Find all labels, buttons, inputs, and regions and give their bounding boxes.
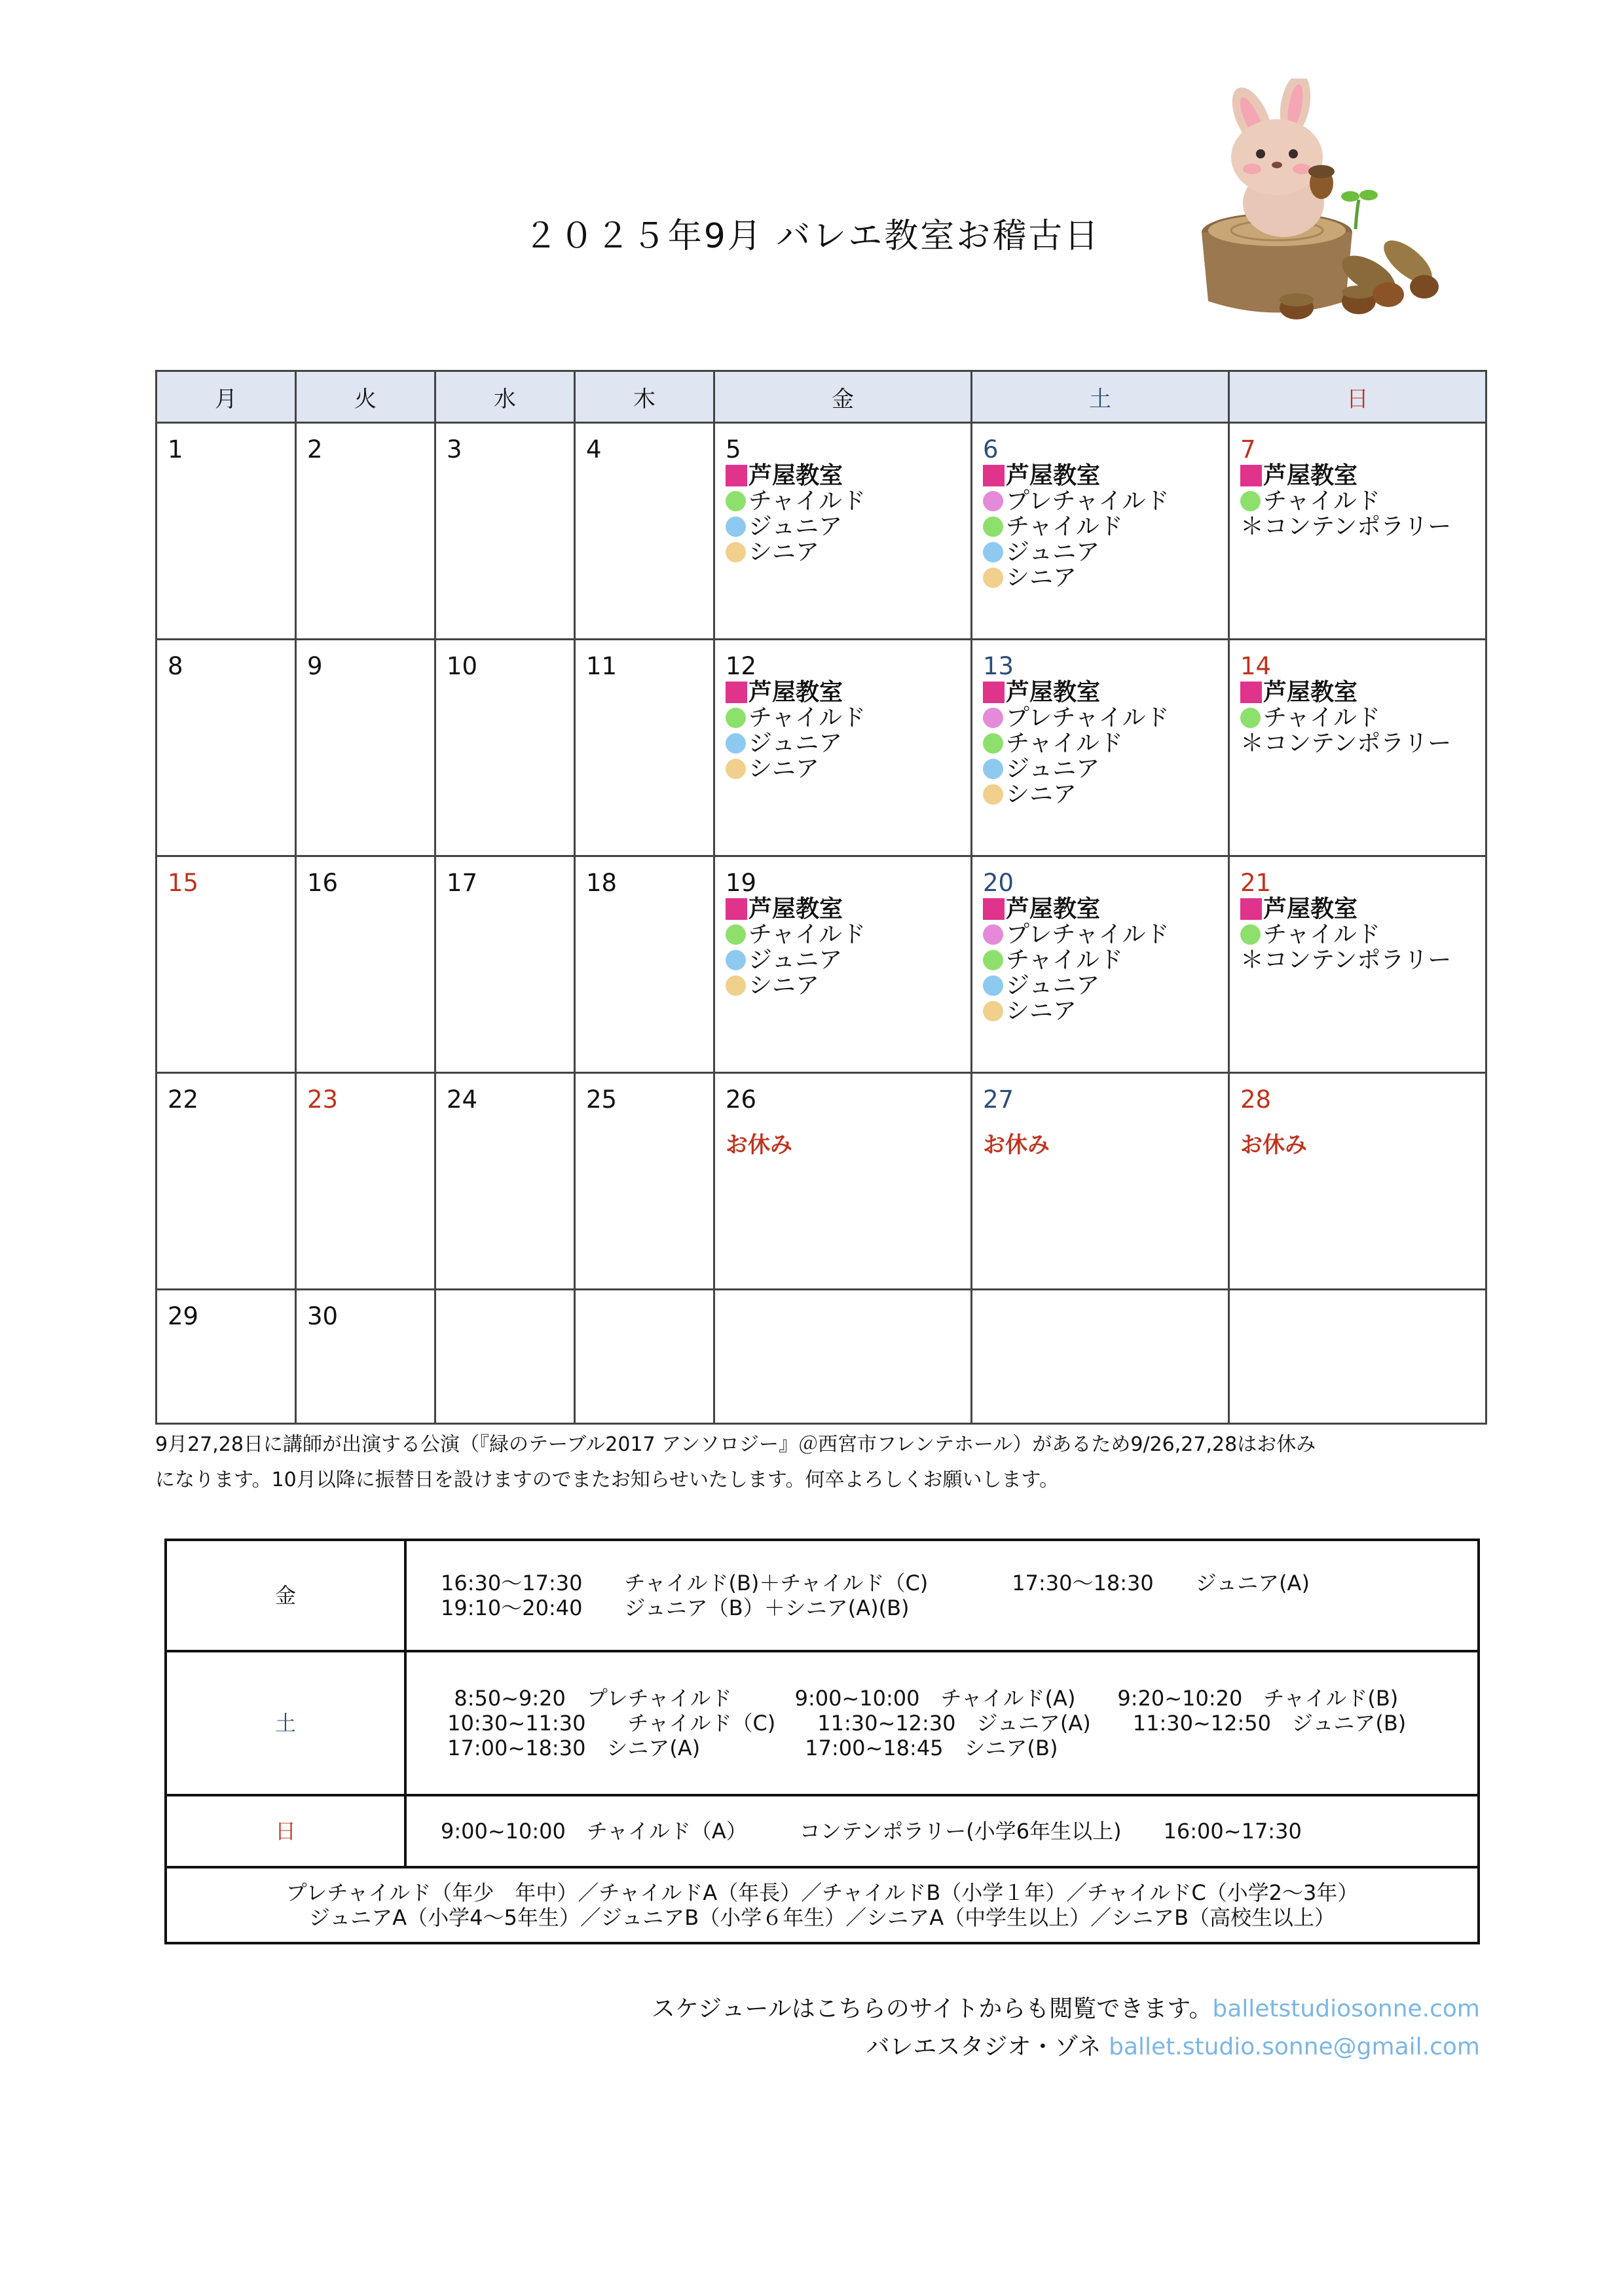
day-number: 19 [726,869,757,897]
senior-dot-icon [726,759,746,779]
senior-entry [726,973,961,998]
junior-entry [983,539,1219,565]
calendar-day-cell [972,856,1229,1073]
junior-dot-icon [726,517,746,537]
junior-entry [726,514,961,539]
calendar-day-cell [1229,856,1486,1073]
calendar-day-cell [296,1290,435,1424]
schedule-time-line: 10:30~11:30 チャイルド（C) 11:30~12:30 ジュニア(A) 11:30~12:50 ジュニア(B) [441,1711,1407,1736]
schedule-day-label: 土 [166,1651,405,1795]
junior-dot-icon [983,975,1003,996]
website-link[interactable]: balletstudiosonne.com [1212,1995,1480,2022]
schedule-time-line: 9:00~10:00 チャイルド（A） コンテンポラリー(小学6年生以上) 16:00~17:30 [441,1819,1302,1844]
calendar-day-cell [435,423,575,640]
child-entry [726,922,961,947]
weekday-header: 日 [1229,371,1486,423]
calendar-day-cell [296,856,435,1073]
studio-square-icon [726,682,747,703]
child-label: チャイルド [1263,488,1380,515]
day-number: 11 [586,652,618,680]
studio-square-icon [726,898,747,920]
studio-entry [983,680,1219,705]
studio-label: 芦屋教室 [748,462,843,489]
contemporary-label: ＊コンテンポラリー [1240,513,1452,540]
junior-label: ジュニア [1006,972,1100,999]
weekday-header: 火 [296,371,435,423]
day-number: 29 [168,1302,199,1330]
prechild-label: プレチャイルド [1006,921,1170,948]
child-label: チャイルド [1006,513,1123,540]
day-number: 22 [168,1085,199,1114]
calendar-day-cell [1229,1290,1486,1424]
day-number: 3 [447,435,462,464]
child-dot-icon [983,733,1003,754]
child-label: チャイルド [1006,730,1123,757]
child-dot-icon [983,950,1003,970]
senior-dot-icon [726,542,746,562]
studio-label: 芦屋教室 [1006,462,1101,489]
prechild-dot-icon [983,924,1003,945]
calendar-day-cell [296,640,435,856]
calendar-day-cell [972,1290,1229,1424]
prechild-dot-icon [983,491,1003,511]
studio-entry [983,463,1219,488]
calendar-day-cell [435,856,575,1073]
senior-dot-icon [983,568,1003,588]
day-number: 28 [1240,1085,1272,1114]
schedule-time-line: 8:50~9:20 プレチャイルド 9:00~10:00 チャイルド(A) 9:20~10:20 チャイルド(B) [441,1686,1399,1711]
senior-entry [983,998,1219,1024]
studio-entry [983,896,1219,922]
day-number: 13 [983,652,1014,680]
studio-label: 芦屋教室 [1006,679,1101,706]
junior-label: ジュニア [748,513,843,540]
calendar-day-cell [1229,1073,1486,1290]
child-label: チャイルド [748,488,866,515]
day-number: 7 [1240,435,1256,464]
prechild-dot-icon [983,708,1003,728]
child-label: チャイルド [748,704,866,731]
day-number: 12 [726,652,757,680]
junior-entry [983,973,1219,998]
day-number: 27 [983,1085,1014,1114]
studio-square-icon [983,465,1005,486]
child-dot-icon [1240,708,1261,728]
schedule-row [166,1795,1479,1867]
calendar-day-cell [157,423,296,640]
footer-email-line [866,2028,1480,2062]
rabbit-illustration [1179,79,1454,340]
calendar-day-cell [575,1073,714,1290]
day-number: 21 [1240,869,1272,897]
child-entry [726,488,961,514]
junior-dot-icon [726,733,746,754]
day-number: 24 [447,1085,478,1114]
day-number: 5 [726,435,741,464]
calendar-day-cell [714,640,972,856]
calendar-day-cell [972,1073,1229,1290]
weekday-header: 水 [435,371,575,423]
closed-label: お休み [726,1132,792,1158]
day-number: 1 [168,435,183,464]
calendar-day-cell [1229,640,1486,856]
junior-label: ジュニア [1006,756,1100,782]
calendar-day-cell [714,856,972,1073]
class-legend [166,1867,1479,1943]
day-number: 25 [586,1085,618,1114]
calendar-table [155,370,1487,1425]
studio-entry [1240,463,1476,488]
day-number: 2 [307,435,323,464]
senior-dot-icon [983,784,1003,805]
studio-label: 芦屋教室 [1006,896,1101,922]
child-dot-icon [726,708,746,728]
day-number: 9 [307,652,323,680]
calendar-day-cell [714,1073,972,1290]
email-link[interactable]: ballet.studio.sonne@gmail.com [1109,2033,1480,2060]
senior-label: シニア [748,972,820,999]
senior-dot-icon [983,1001,1003,1021]
studio-entry [726,896,961,922]
schedule-times [405,1651,1479,1795]
calendar-day-cell [714,423,972,640]
child-label: チャイルド [1006,947,1123,974]
notice-text [155,1427,1491,1498]
child-entry [983,514,1219,539]
day-number: 4 [586,435,602,464]
junior-entry [726,947,961,973]
child-dot-icon [1240,491,1261,511]
contemporary-entry [1240,514,1476,539]
calendar-day-cell [435,1290,575,1424]
junior-entry [726,731,961,756]
day-number: 23 [307,1085,339,1114]
contemporary-label: ＊コンテンポラリー [1240,947,1452,974]
day-number: 17 [447,869,478,897]
child-dot-icon [726,924,746,945]
prechild-label: プレチャイルド [1006,488,1170,515]
studio-entry [726,680,961,705]
weekday-header: 金 [714,371,972,423]
prechild-label: プレチャイルド [1006,704,1170,731]
day-number: 18 [586,869,618,897]
legend-line: ジュニアA（小学4～5年生）／ジュニアB（小学６年生）／シニアA（中学生以上）／シニアB（高校生以上） [308,1905,1336,1930]
calendar-day-cell [972,640,1229,856]
junior-label: ジュニア [748,730,843,757]
contemporary-entry [1240,731,1476,756]
child-entry [1240,705,1476,731]
senior-entry [983,782,1219,807]
studio-square-icon [983,898,1005,920]
senior-label: シニア [1006,564,1077,591]
child-entry [983,731,1219,756]
page-title: ２０２５年9月 バレエ教室お稽古日 [523,217,1101,256]
studio-square-icon [1240,465,1262,486]
senior-label: シニア [748,539,820,566]
calendar-day-cell [157,856,296,1073]
calendar-week-row [157,1290,1486,1424]
day-number: 26 [726,1085,757,1114]
child-entry [1240,488,1476,514]
senior-label: シニア [1006,998,1077,1025]
studio-square-icon [1240,682,1262,703]
junior-dot-icon [983,542,1003,562]
child-entry [1240,922,1476,947]
calendar-day-cell [435,1073,575,1290]
weekday-header: 月 [157,371,296,423]
calendar-day-cell [157,1073,296,1290]
contemporary-label: ＊コンテンポラリー [1240,730,1452,757]
studio-label: 芦屋教室 [1263,462,1358,489]
calendar-day-cell [575,1290,714,1424]
schedule-times [405,1540,1479,1651]
child-label: チャイルド [748,921,866,948]
studio-label: 芦屋教室 [748,896,843,922]
child-label: チャイルド [1263,921,1380,948]
calendar-week-row [157,1073,1486,1290]
junior-dot-icon [983,759,1003,779]
studio-label: 芦屋教室 [1263,896,1358,922]
calendar-day-cell [575,423,714,640]
studio-square-icon [1240,898,1262,920]
prechild-entry [983,705,1219,731]
prechild-entry [983,488,1219,514]
calendar-week-row [157,423,1486,640]
schedule-time-line: 19:10～20:40 ジュニア（B）＋シニア(A)(B) [441,1595,910,1620]
schedule-row [166,1540,1479,1651]
studio-label: 芦屋教室 [748,679,843,706]
footer-website-line [652,1990,1480,2024]
day-number: 8 [168,652,183,680]
calendar-day-cell [575,856,714,1073]
day-number: 10 [447,652,478,680]
calendar-day-cell [157,640,296,856]
weekday-header-row [157,371,1486,423]
studio-name: バレエスタジオ・ゾネ [866,2033,1109,2060]
contemporary-entry [1240,947,1476,973]
day-number: 16 [307,869,339,897]
studio-square-icon [726,465,747,486]
notice-line: 9月27,28日に講師が出演する公演（『緑のテーブル2017 アンソロジー』＠西宮市フレンテホール）があるため9/26,27,28はお休み [155,1433,1316,1456]
senior-dot-icon [726,975,746,996]
prechild-entry [983,922,1219,947]
studio-label: 芦屋教室 [1263,679,1358,706]
class-legend-row [166,1867,1479,1943]
weekday-header: 木 [575,371,714,423]
senior-label: シニア [1006,781,1077,808]
closed-label: お休み [983,1132,1050,1158]
senior-entry [983,565,1219,591]
junior-entry [983,756,1219,782]
child-dot-icon [1240,924,1261,945]
calendar-day-cell [972,423,1229,640]
day-number: 15 [168,869,199,897]
legend-line: プレチャイルド（年少 年中）／チャイルドA（年長）／チャイルドB（小学１年）／チャイルドC（小学2～3年） [286,1880,1359,1905]
day-number: 20 [983,869,1014,897]
day-number: 14 [1240,652,1272,680]
junior-label: ジュニア [1006,539,1100,566]
day-number: 30 [307,1302,339,1330]
schedule-time-line: 16:30～17:30 チャイルド(B)＋チャイルド（C) 17:30～18:30 ジュニア(A) [441,1571,1310,1595]
day-number: 6 [983,435,999,464]
senior-entry [726,539,961,565]
junior-label: ジュニア [748,947,843,974]
child-dot-icon [726,491,746,511]
schedule-time-line: 17:00~18:30 シニア(A) 17:00~18:45 シニア(B) [441,1736,1058,1760]
schedule-day-label: 日 [166,1795,405,1867]
studio-entry [726,463,961,488]
notice-line: になります。10月以降に振替日を設けますのでまたお知らせいたします。何卒よろしくお願いします。 [155,1468,1060,1491]
weekday-header: 土 [972,371,1229,423]
child-dot-icon [983,517,1003,537]
child-entry [726,705,961,731]
studio-square-icon [983,682,1005,703]
studio-entry [1240,896,1476,922]
calendar-week-row [157,640,1486,856]
schedule-row [166,1651,1479,1795]
schedule-table [164,1539,1480,1944]
calendar-day-cell [296,423,435,640]
child-entry [983,947,1219,973]
senior-label: シニア [748,756,820,782]
closed-label: お休み [1240,1132,1307,1158]
footer-website-text: スケジュールはこちらのサイトからも閲覧できます。 [651,1995,1213,2022]
child-label: チャイルド [1263,704,1380,731]
junior-dot-icon [726,950,746,970]
calendar-day-cell [157,1290,296,1424]
studio-entry [1240,680,1476,705]
calendar-day-cell [714,1290,972,1424]
calendar-day-cell [296,1073,435,1290]
calendar-day-cell [435,640,575,856]
schedule-day-label: 金 [166,1540,405,1651]
calendar-day-cell [1229,423,1486,640]
schedule-times [405,1795,1479,1867]
calendar-week-row [157,856,1486,1073]
calendar-day-cell [575,640,714,856]
senior-entry [726,756,961,782]
